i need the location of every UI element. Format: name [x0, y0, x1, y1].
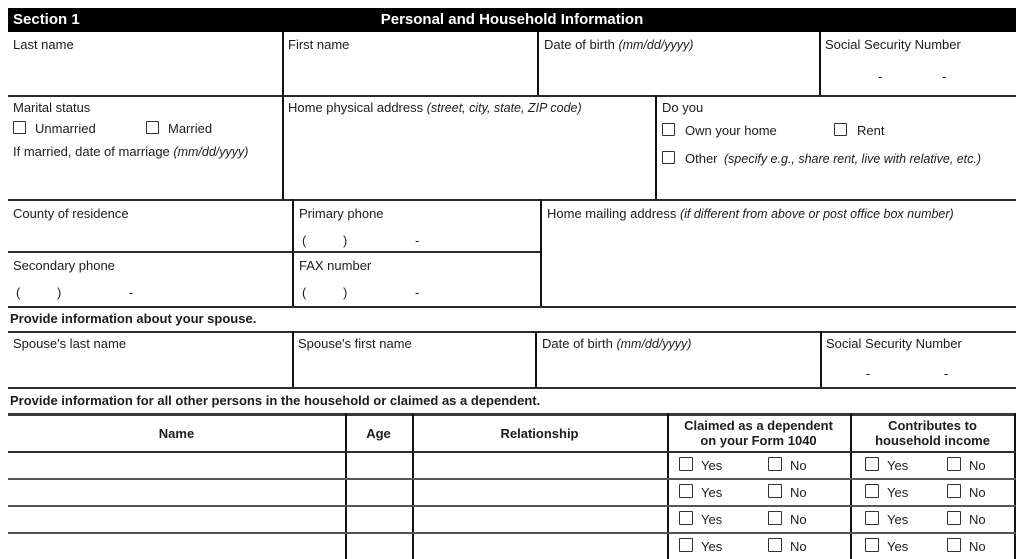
dependents-section-heading: Provide information for all other persons in the household or claimed as a dependent. [10, 393, 541, 408]
last-name-label: Last name [13, 37, 74, 52]
ssn-dash: - [944, 366, 949, 381]
ssn-dash: - [866, 366, 871, 381]
no-label: No [969, 512, 986, 527]
marriage-date-label: If married, date of marriage (mm/dd/yyyy) [13, 144, 249, 159]
phone-dash: - [129, 285, 134, 300]
phone-dash: - [415, 285, 420, 300]
dependent-3-age-cell[interactable] [347, 507, 412, 532]
spouse-last-name-label: Spouse's last name [13, 336, 127, 351]
first-name-label: First name [288, 37, 350, 52]
married-checkbox[interactable] [146, 121, 159, 134]
dependent-2-claimed-no-checkbox[interactable] [768, 484, 782, 498]
dependent-3-name-cell[interactable] [8, 507, 345, 532]
section-header-bar [8, 8, 1016, 32]
rent-label: Rent [857, 123, 885, 138]
other-housing-checkbox[interactable] [662, 151, 675, 164]
dependent-1-relationship-cell[interactable] [414, 453, 667, 478]
other-housing-hint: (specify e.g., share rent, live with relative, etc.) [724, 152, 982, 166]
dependent-1-contributes-no-checkbox[interactable] [947, 457, 961, 471]
phone-open-paren: ( [302, 285, 307, 300]
dob-label: Date of birth (mm/dd/yyyy) [544, 37, 694, 52]
unmarried-checkbox[interactable] [13, 121, 26, 134]
dependent-1-claimed-no-checkbox[interactable] [768, 457, 782, 471]
dependent-4-name-cell[interactable] [8, 534, 345, 559]
column-divider [850, 413, 852, 559]
yes-label: Yes [887, 485, 909, 500]
row-divider [8, 306, 1016, 308]
yes-label: Yes [701, 485, 723, 500]
yes-label: Yes [701, 458, 723, 473]
table-right-border [1014, 413, 1016, 559]
dependent-2-contributes-no-checkbox[interactable] [947, 484, 961, 498]
dependent-4-contributes-no-checkbox[interactable] [947, 538, 961, 552]
phone-close-paren: ) [343, 233, 348, 248]
no-label: No [790, 512, 807, 527]
dependent-1-claimed-yes-checkbox[interactable] [679, 457, 693, 471]
dependent-1-name-cell[interactable] [8, 453, 345, 478]
dependent-2-claimed-yes-checkbox[interactable] [679, 484, 693, 498]
no-label: No [969, 458, 986, 473]
own-home-label: Own your home [685, 123, 777, 138]
row-divider [8, 387, 1016, 389]
dob-format-hint: (mm/dd/yyyy) [618, 38, 694, 52]
phone-close-paren: ) [57, 285, 62, 300]
no-label: No [790, 485, 807, 500]
yes-label: Yes [887, 512, 909, 527]
yes-label: Yes [701, 512, 723, 527]
marriage-date-hint: (mm/dd/yyyy) [173, 145, 249, 159]
own-home-checkbox[interactable] [662, 123, 675, 136]
name-column-header: Name [158, 425, 195, 441]
ssn-dash: - [942, 69, 947, 84]
yes-label: Yes [701, 539, 723, 554]
dependent-2-relationship-cell[interactable] [414, 480, 667, 505]
column-divider [655, 95, 657, 199]
contributes-income-column-header: Contributes to household income [875, 418, 990, 448]
dependent-1-contributes-yes-checkbox[interactable] [865, 457, 879, 471]
dependent-3-relationship-cell[interactable] [414, 507, 667, 532]
dependent-3-contributes-yes-checkbox[interactable] [865, 511, 879, 525]
do-you-label: Do you [662, 100, 704, 115]
unmarried-label: Unmarried [35, 121, 96, 136]
ssn-label: Social Security Number [825, 37, 961, 52]
home-physical-address-hint: (street, city, state, ZIP code) [426, 101, 582, 115]
married-label: Married [168, 121, 213, 136]
phone-open-paren: ( [16, 285, 21, 300]
column-divider [667, 413, 669, 559]
spouse-dob-label: Date of birth (mm/dd/yyyy) [542, 336, 692, 351]
dependent-4-claimed-yes-checkbox[interactable] [679, 538, 693, 552]
dependent-2-name-cell[interactable] [8, 480, 345, 505]
no-label: No [790, 458, 807, 473]
column-divider [282, 32, 284, 96]
dependent-2-age-cell[interactable] [347, 480, 412, 505]
relationship-column-header: Relationship [500, 425, 579, 441]
column-divider [819, 32, 821, 96]
phone-open-paren: ( [302, 233, 307, 248]
section-title: Personal and Household Information [380, 11, 644, 28]
yes-label: Yes [887, 539, 909, 554]
dependent-4-contributes-yes-checkbox[interactable] [865, 538, 879, 552]
spouse-section-heading: Provide information about your spouse. [10, 311, 257, 326]
ssn-dash: - [878, 69, 883, 84]
primary-phone-label: Primary phone [299, 206, 384, 221]
spouse-ssn-label: Social Security Number [826, 336, 962, 351]
dependent-4-relationship-cell[interactable] [414, 534, 667, 559]
home-mailing-address-label: Home mailing address (if different from above or post office box number) [547, 206, 954, 221]
no-label: No [969, 485, 986, 500]
section-number: Section 1 [13, 11, 80, 28]
dependent-2-contributes-yes-checkbox[interactable] [865, 484, 879, 498]
phone-dash: - [415, 233, 420, 248]
dependent-3-claimed-yes-checkbox[interactable] [679, 511, 693, 525]
dependent-3-claimed-no-checkbox[interactable] [768, 511, 782, 525]
claimed-dependent-column-header: Claimed as a dependent on your Form 1040 [684, 418, 833, 448]
dependent-4-claimed-no-checkbox[interactable] [768, 538, 782, 552]
marital-status-label: Marital status [13, 100, 91, 115]
home-physical-address-label: Home physical address (street, city, state, ZIP code) [288, 100, 582, 115]
spouse-dob-hint: (mm/dd/yyyy) [616, 337, 692, 351]
secondary-phone-label: Secondary phone [13, 258, 115, 273]
dependent-3-contributes-no-checkbox[interactable] [947, 511, 961, 525]
age-column-header: Age [366, 425, 391, 441]
no-label: No [790, 539, 807, 554]
home-mailing-address-hint: (if different from above or post office box number) [679, 207, 954, 221]
other-housing-label: Other [685, 151, 718, 166]
rent-checkbox[interactable] [834, 123, 847, 136]
spouse-first-name-label: Spouse's first name [298, 336, 412, 351]
column-divider [537, 32, 539, 96]
dependent-4-age-cell[interactable] [347, 534, 412, 559]
no-label: No [969, 539, 986, 554]
phone-close-paren: ) [343, 285, 348, 300]
dependent-1-age-cell[interactable] [347, 453, 412, 478]
yes-label: Yes [887, 458, 909, 473]
fax-label: FAX number [299, 258, 372, 273]
county-label: County of residence [13, 206, 129, 221]
